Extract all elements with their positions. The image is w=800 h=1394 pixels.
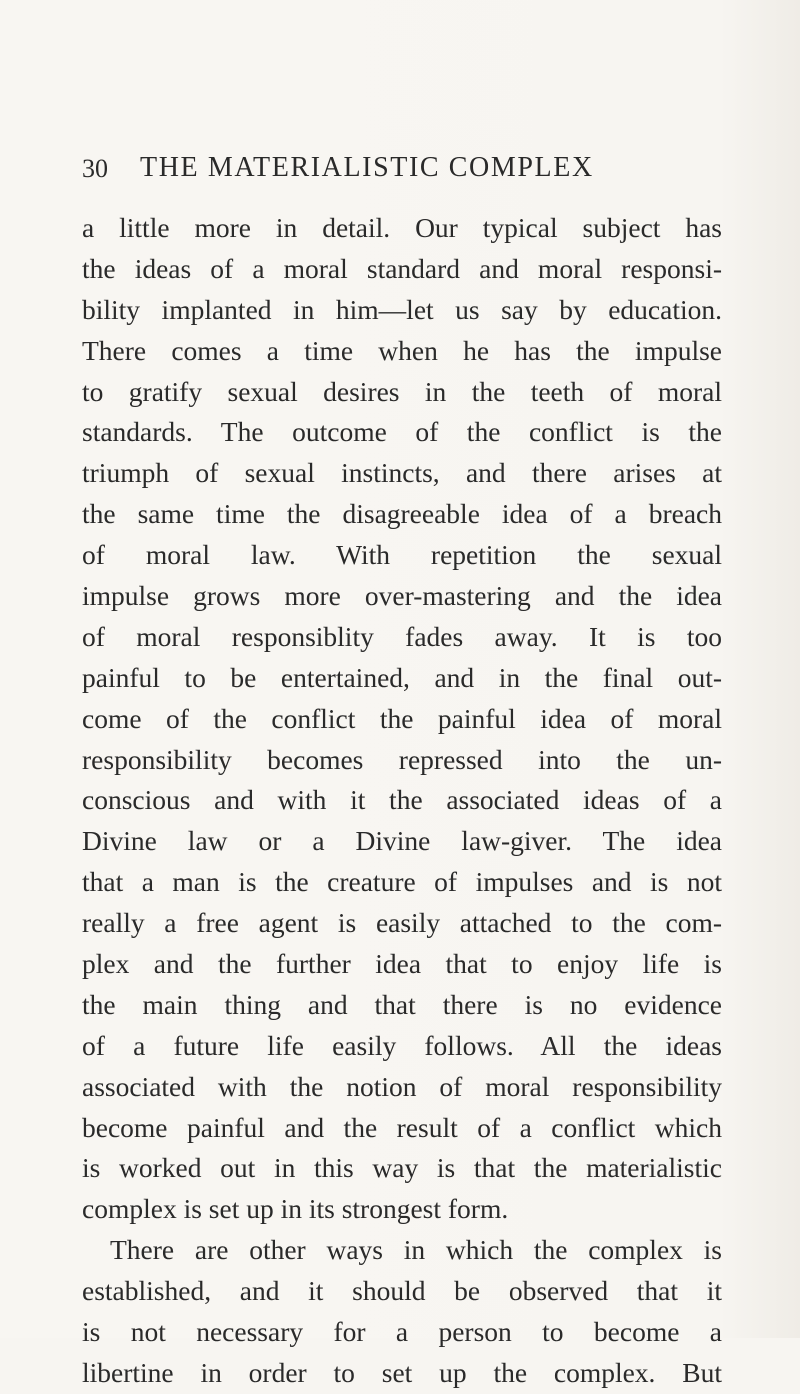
text-line: of moral law. With repetition the sexual	[82, 539, 722, 571]
page-number: 30	[82, 154, 108, 183]
text-line: conscious and with it the associated ideas of a	[82, 784, 722, 816]
text-line: of a future life easily follows. All the ideas	[82, 1029, 722, 1061]
text-line: is not necessary for a person to become a	[82, 1316, 722, 1348]
text-line: established, and it should be observed that it	[82, 1275, 722, 1307]
running-title: THE MATERIALISTIC COMPLEX	[140, 152, 594, 183]
text-line: that a man is the creature of impulses and is not	[82, 866, 722, 898]
text-line: the ideas of a moral standard and moral responsi-	[82, 252, 722, 284]
text-line: painful to be entertained, and in the final out-	[82, 661, 722, 693]
text-line: bility implanted in him—let us say by education.	[82, 293, 722, 325]
text-line: triumph of sexual instincts, and there arises at	[82, 457, 722, 489]
text-line: really a free agent is easily attached to the com-	[82, 907, 722, 939]
text-line: standards. The outcome of the conflict is the	[82, 416, 722, 448]
text-line: There comes a time when he has the impulse	[82, 334, 722, 366]
text-line: associated with the notion of moral responsibility	[82, 1070, 722, 1102]
text-line: of moral responsiblity fades away. It is too	[82, 620, 722, 652]
text-line: come of the conflict the painful idea of moral	[82, 702, 722, 734]
text-line: responsibility becomes repressed into the un-	[82, 743, 722, 775]
text-line: become painful and the result of a conflict which	[82, 1111, 722, 1143]
text-line: the same time the disagreeable idea of a breach	[82, 498, 722, 530]
text-line: libertine in order to set up the complex. But	[82, 1356, 722, 1388]
text-line: a little more in detail. Our typical subject has	[82, 212, 722, 243]
text-line: impulse grows more over-mastering and the idea	[82, 580, 722, 612]
text-line: is worked out in this way is that the materialistic	[82, 1152, 722, 1184]
text-line: Divine law or a Divine law-giver. The idea	[82, 825, 722, 857]
text-line: There are other ways in which the complex is	[110, 1234, 722, 1266]
text-line: complex is set up in its strongest form.	[82, 1193, 509, 1225]
text-line: the main thing and that there is no evidence	[82, 988, 722, 1020]
body-text	[82, 208, 722, 1394]
text-line: plex and the further idea that to enjoy life is	[82, 948, 722, 980]
text-line: to gratify sexual desires in the teeth of moral	[82, 375, 722, 407]
page-header	[82, 150, 722, 190]
